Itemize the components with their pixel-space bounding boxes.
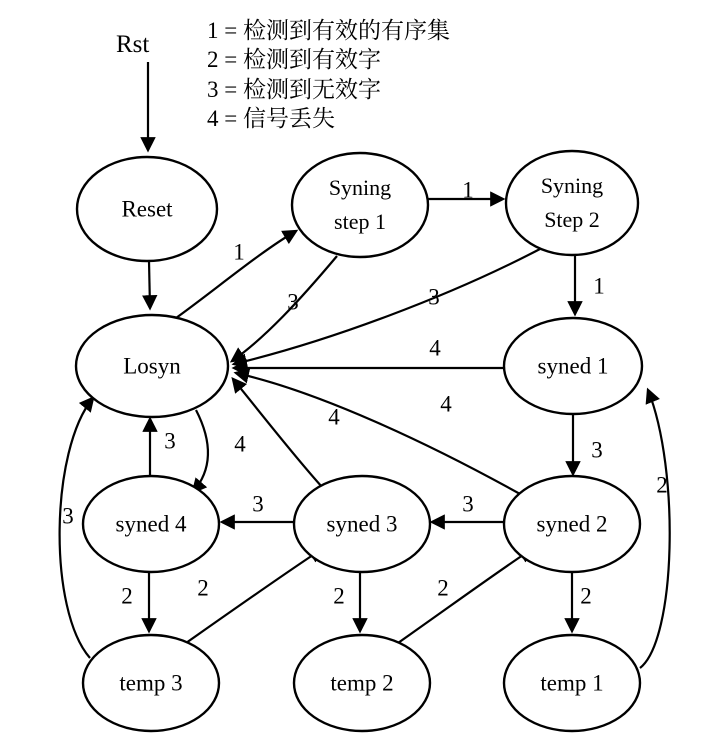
node-reset-label: Reset — [121, 196, 173, 222]
node-syning-step-1-label-line1: Syning — [328, 175, 392, 201]
node-temp-3[interactable] — [83, 635, 219, 731]
edge-label-syned3-syned4: 3 — [252, 491, 264, 517]
edge-label-syned1-syned2: 3 — [591, 437, 603, 463]
node-syned-2-label: syned 2 — [536, 511, 608, 537]
edge-label-temp1-syned1: 2 — [656, 472, 668, 498]
node-losyn-label: Losyn — [123, 353, 181, 379]
edge-label-temp3-losyn: 3 — [62, 503, 74, 529]
node-syning-step-1-label-line2: step 1 — [334, 209, 386, 235]
node-temp-1[interactable] — [504, 635, 640, 731]
edge-label-syned2-syned3: 3 — [462, 491, 474, 517]
edge-temp2-to-syned2 — [398, 549, 532, 643]
node-reset[interactable] — [77, 157, 217, 261]
node-losyn[interactable] — [76, 315, 228, 417]
node-syned-1-label: syned 1 — [537, 353, 609, 379]
edge-label-temp3-syned3: 2 — [197, 575, 209, 601]
legend-line-2: 2 = 检测到有效字 — [207, 47, 381, 73]
node-syned-3[interactable] — [294, 476, 430, 572]
node-temp-2-label: temp 2 — [330, 670, 394, 696]
edge-label-syned2-losyn: 4 — [440, 391, 452, 417]
edge-label-syning1-losyn: 3 — [287, 289, 299, 315]
edge-syning1-to-losyn — [232, 256, 337, 361]
node-syned-2[interactable] — [504, 476, 640, 572]
legend-line-4: 4 = 信号丢失 — [207, 106, 335, 132]
node-syned-4[interactable] — [83, 476, 219, 572]
edge-label-syning2-syned1: 1 — [593, 273, 605, 299]
edge-syned2-to-losyn — [236, 373, 520, 494]
edge-label-syning1-syning2: 1 — [462, 177, 474, 203]
nodes-layer — [76, 151, 642, 731]
edge-losyn-to-syned4 — [193, 410, 208, 492]
edge-label-losyn-syning1: 1 — [233, 239, 245, 265]
edge-label-syned2-temp1: 2 — [580, 583, 592, 609]
legend-line-3: 3 = 检测到无效字 — [207, 76, 381, 102]
node-temp-1-label: temp 1 — [540, 670, 604, 696]
edge-temp1-to-syned1 — [640, 390, 670, 668]
reset-signal-label: Rst — [116, 31, 150, 58]
edge-label-losyn-syned4: 4 — [234, 431, 246, 457]
edge-label-syned4-temp3: 2 — [121, 583, 133, 609]
edge-label-syned3-losyn: 4 — [328, 404, 340, 430]
node-syned-1[interactable] — [504, 318, 642, 414]
node-temp-3-label: temp 3 — [119, 670, 183, 696]
edge-reset-to-losyn — [149, 261, 150, 308]
node-syning-step-1[interactable] — [292, 153, 428, 257]
edge-syning2-to-losyn — [234, 249, 540, 364]
node-syning-step-2[interactable] — [506, 151, 638, 255]
legend-line-1: 1 = 检测到有效的有序集 — [207, 18, 450, 43]
node-temp-2[interactable] — [294, 635, 430, 731]
edge-label-syning2-losyn: 3 — [428, 284, 440, 310]
node-syning-step-2-label-line2: Step 2 — [544, 207, 600, 233]
node-syned-3-label: syned 3 — [326, 511, 398, 537]
node-syned-4-label: syned 4 — [115, 511, 187, 537]
edge-label-syned1-losyn: 4 — [429, 335, 441, 361]
edge-label-syned3-temp2: 2 — [333, 583, 345, 609]
node-syning-step-2-label-line1: Syning — [540, 173, 604, 199]
edge-label-syned4-losyn: 3 — [164, 428, 176, 454]
edge-label-temp2-syned2: 2 — [437, 575, 449, 601]
